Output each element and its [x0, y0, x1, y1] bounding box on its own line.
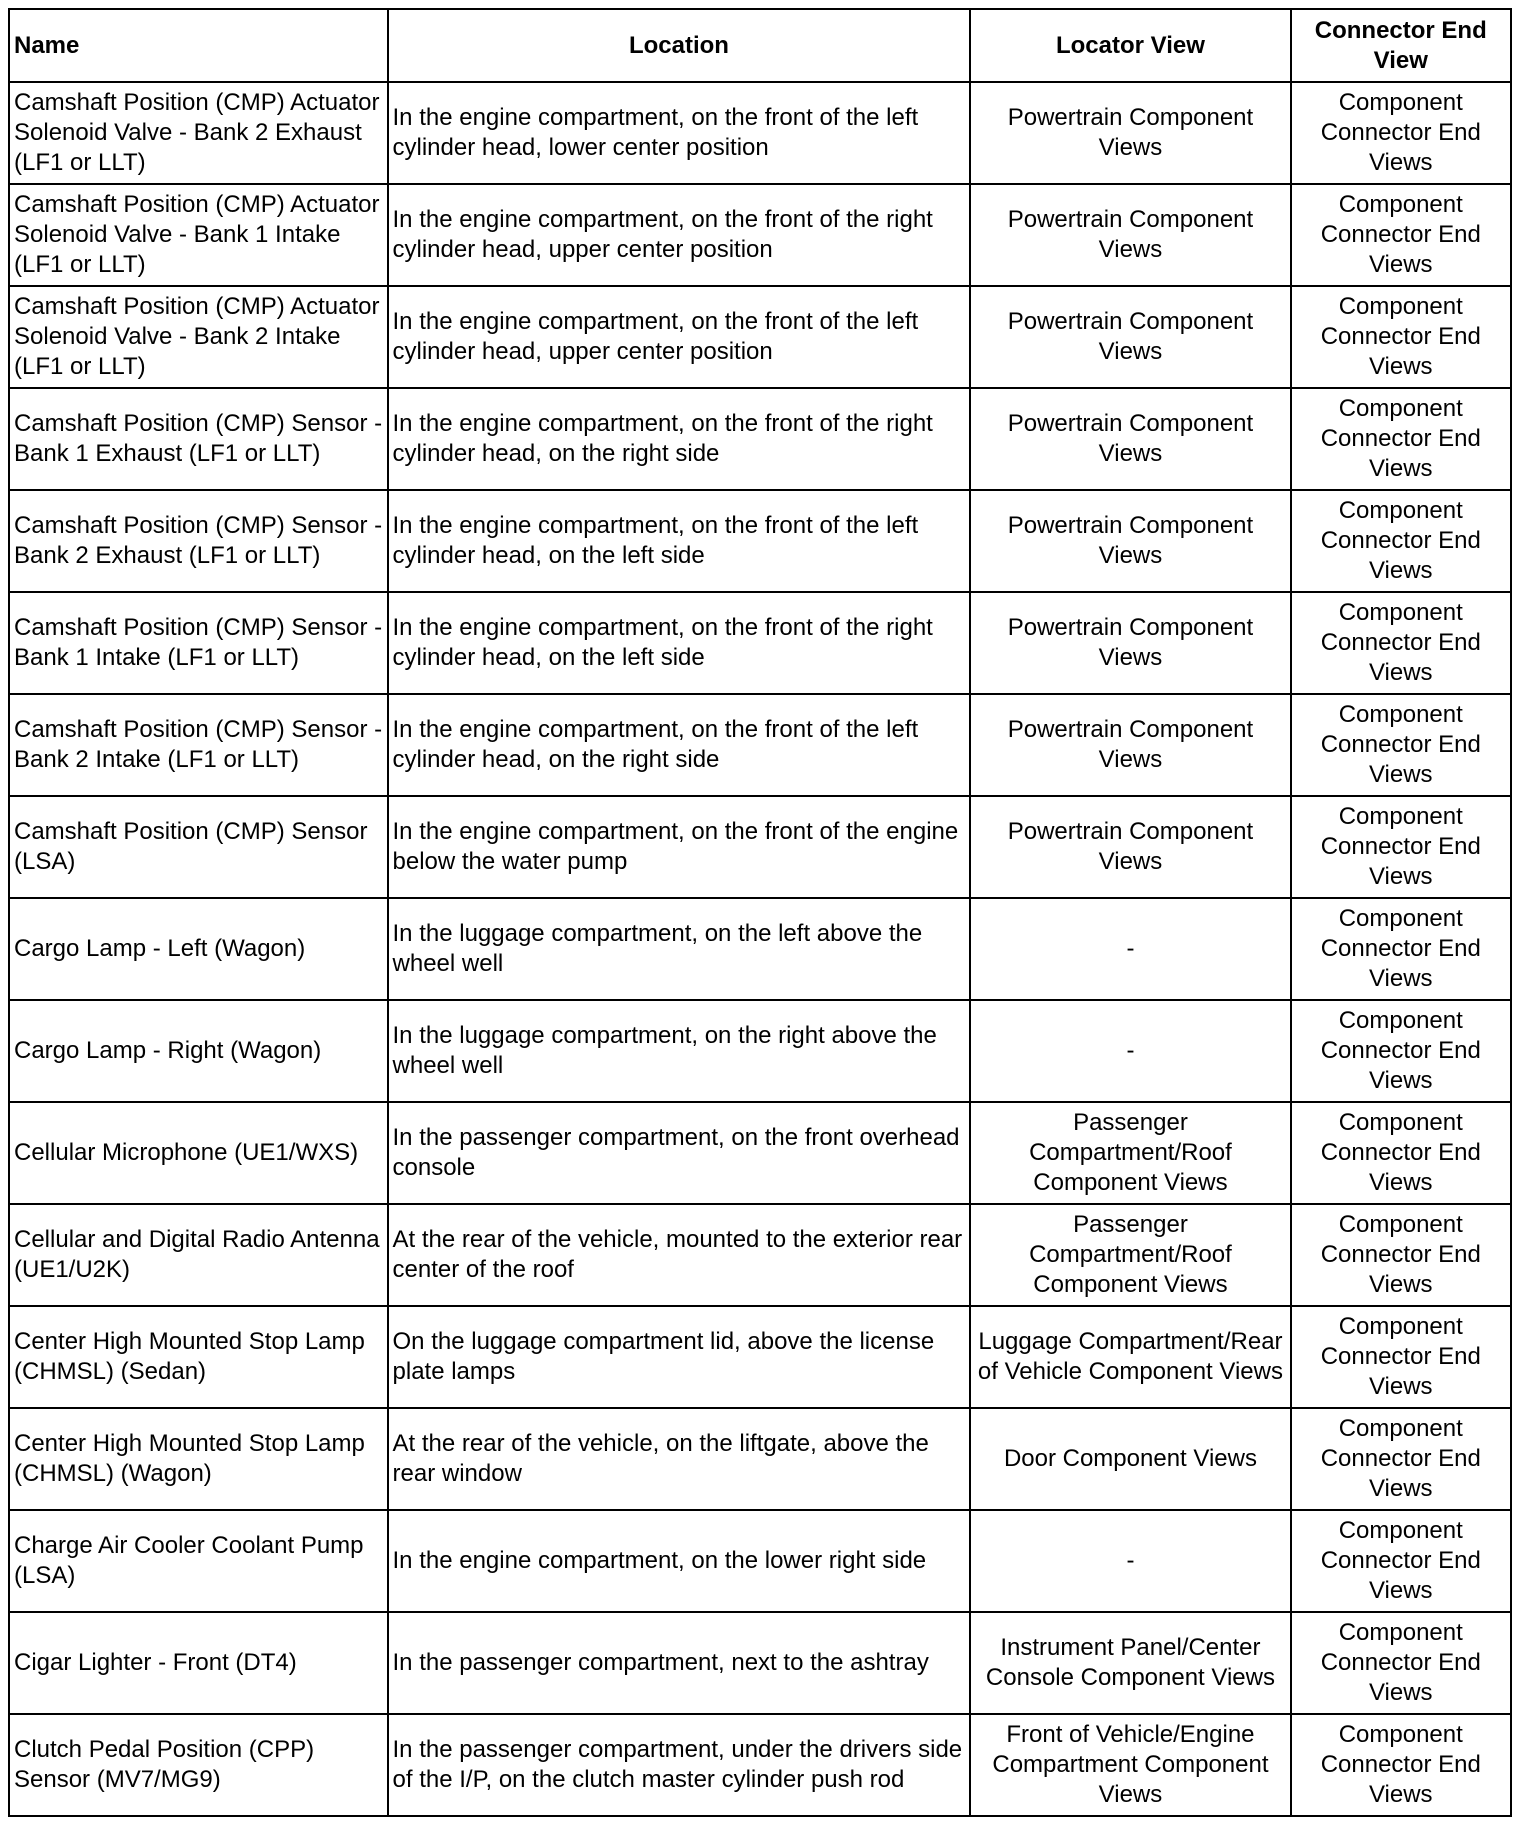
cell-name: Camshaft Position (CMP) Actuator Solenoid Valve - Bank 2 Exhaust (LF1 or LLT) [9, 82, 388, 184]
cell-location: In the passenger compartment, on the front overhead console [388, 1102, 971, 1204]
table-body [9, 82, 1511, 1816]
cell-location: In the engine compartment, on the front of the left cylinder head, lower center position [388, 82, 971, 184]
cell-connector-end-view: Component Connector End Views [1291, 1306, 1511, 1408]
table-row [9, 592, 1511, 694]
cell-locator-view: Passenger Compartment/Roof Component Views [970, 1102, 1290, 1204]
cell-locator-view: Powertrain Component Views [970, 286, 1290, 388]
cell-locator-view: - [970, 1510, 1290, 1612]
table-row [9, 286, 1511, 388]
cell-locator-view: Front of Vehicle/Engine Compartment Component Views [970, 1714, 1290, 1816]
cell-location: On the luggage compartment lid, above the license plate lamps [388, 1306, 971, 1408]
table-row [9, 490, 1511, 592]
cell-location: In the luggage compartment, on the left above the wheel well [388, 898, 971, 1000]
cell-location: In the passenger compartment, next to the ashtray [388, 1612, 971, 1714]
table-row [9, 388, 1511, 490]
header-locator-view: Locator View [970, 9, 1290, 82]
cell-location: In the engine compartment, on the front of the left cylinder head, on the left side [388, 490, 971, 592]
cell-connector-end-view: Component Connector End Views [1291, 1714, 1511, 1816]
cell-name: Cellular Microphone (UE1/WXS) [9, 1102, 388, 1204]
cell-connector-end-view: Component Connector End Views [1291, 898, 1511, 1000]
header-connector-end-view: Connector End View [1291, 9, 1511, 82]
cell-locator-view: Powertrain Component Views [970, 796, 1290, 898]
cell-name: Cargo Lamp - Left (Wagon) [9, 898, 388, 1000]
cell-connector-end-view: Component Connector End Views [1291, 1408, 1511, 1510]
table-row [9, 694, 1511, 796]
cell-connector-end-view: Component Connector End Views [1291, 82, 1511, 184]
table-row [9, 82, 1511, 184]
cell-name: Clutch Pedal Position (CPP) Sensor (MV7/MG9) [9, 1714, 388, 1816]
cell-name: Charge Air Cooler Coolant Pump (LSA) [9, 1510, 388, 1612]
cell-name: Center High Mounted Stop Lamp (CHMSL) (Sedan) [9, 1306, 388, 1408]
cell-locator-view: Luggage Compartment/Rear of Vehicle Component Views [970, 1306, 1290, 1408]
cell-location: At the rear of the vehicle, on the liftgate, above the rear window [388, 1408, 971, 1510]
cell-connector-end-view: Component Connector End Views [1291, 1612, 1511, 1714]
cell-name: Cellular and Digital Radio Antenna (UE1/U2K) [9, 1204, 388, 1306]
cell-locator-view: - [970, 898, 1290, 1000]
cell-location: In the engine compartment, on the front of the engine below the water pump [388, 796, 971, 898]
cell-location: In the luggage compartment, on the right above the wheel well [388, 1000, 971, 1102]
cell-location: In the engine compartment, on the front of the right cylinder head, on the right side [388, 388, 971, 490]
cell-connector-end-view: Component Connector End Views [1291, 184, 1511, 286]
cell-locator-view: Powertrain Component Views [970, 694, 1290, 796]
component-locator-table [8, 8, 1512, 1817]
cell-name: Camshaft Position (CMP) Sensor - Bank 2 Exhaust (LF1 or LLT) [9, 490, 388, 592]
cell-connector-end-view: Component Connector End Views [1291, 592, 1511, 694]
cell-connector-end-view: Component Connector End Views [1291, 1000, 1511, 1102]
cell-connector-end-view: Component Connector End Views [1291, 694, 1511, 796]
header-name: Name [9, 9, 388, 82]
cell-locator-view: Powertrain Component Views [970, 184, 1290, 286]
cell-name: Camshaft Position (CMP) Sensor - Bank 1 Intake (LF1 or LLT) [9, 592, 388, 694]
cell-locator-view: - [970, 1000, 1290, 1102]
table-row [9, 1306, 1511, 1408]
cell-locator-view: Door Component Views [970, 1408, 1290, 1510]
cell-location: In the engine compartment, on the front of the left cylinder head, upper center position [388, 286, 971, 388]
table-row [9, 1612, 1511, 1714]
cell-name: Camshaft Position (CMP) Sensor - Bank 1 Exhaust (LF1 or LLT) [9, 388, 388, 490]
cell-connector-end-view: Component Connector End Views [1291, 1204, 1511, 1306]
table-row [9, 1714, 1511, 1816]
cell-location: In the engine compartment, on the lower right side [388, 1510, 971, 1612]
table-row [9, 1102, 1511, 1204]
cell-locator-view: Powertrain Component Views [970, 388, 1290, 490]
table-row [9, 898, 1511, 1000]
cell-locator-view: Instrument Panel/Center Console Component Views [970, 1612, 1290, 1714]
cell-locator-view: Powertrain Component Views [970, 82, 1290, 184]
cell-location: At the rear of the vehicle, mounted to the exterior rear center of the roof [388, 1204, 971, 1306]
cell-name: Camshaft Position (CMP) Actuator Solenoid Valve - Bank 1 Intake (LF1 or LLT) [9, 184, 388, 286]
table-row [9, 1510, 1511, 1612]
header-location: Location [388, 9, 971, 82]
cell-connector-end-view: Component Connector End Views [1291, 796, 1511, 898]
cell-locator-view: Powertrain Component Views [970, 490, 1290, 592]
cell-location: In the engine compartment, on the front of the right cylinder head, on the left side [388, 592, 971, 694]
cell-name: Cigar Lighter - Front (DT4) [9, 1612, 388, 1714]
table-row [9, 1408, 1511, 1510]
table-row [9, 184, 1511, 286]
cell-connector-end-view: Component Connector End Views [1291, 286, 1511, 388]
cell-connector-end-view: Component Connector End Views [1291, 1510, 1511, 1612]
cell-location: In the engine compartment, on the front of the right cylinder head, upper center position [388, 184, 971, 286]
cell-connector-end-view: Component Connector End Views [1291, 388, 1511, 490]
cell-locator-view: Passenger Compartment/Roof Component Views [970, 1204, 1290, 1306]
table-row [9, 1000, 1511, 1102]
cell-locator-view: Powertrain Component Views [970, 592, 1290, 694]
cell-location: In the passenger compartment, under the drivers side of the I/P, on the clutch master cylinder push rod [388, 1714, 971, 1816]
cell-name: Camshaft Position (CMP) Sensor (LSA) [9, 796, 388, 898]
table-header-row [9, 9, 1511, 82]
cell-name: Camshaft Position (CMP) Sensor - Bank 2 Intake (LF1 or LLT) [9, 694, 388, 796]
cell-name: Camshaft Position (CMP) Actuator Solenoid Valve - Bank 2 Intake (LF1 or LLT) [9, 286, 388, 388]
table-row [9, 1204, 1511, 1306]
cell-name: Cargo Lamp - Right (Wagon) [9, 1000, 388, 1102]
cell-location: In the engine compartment, on the front of the left cylinder head, on the right side [388, 694, 971, 796]
cell-name: Center High Mounted Stop Lamp (CHMSL) (Wagon) [9, 1408, 388, 1510]
table-row [9, 796, 1511, 898]
cell-connector-end-view: Component Connector End Views [1291, 1102, 1511, 1204]
cell-connector-end-view: Component Connector End Views [1291, 490, 1511, 592]
